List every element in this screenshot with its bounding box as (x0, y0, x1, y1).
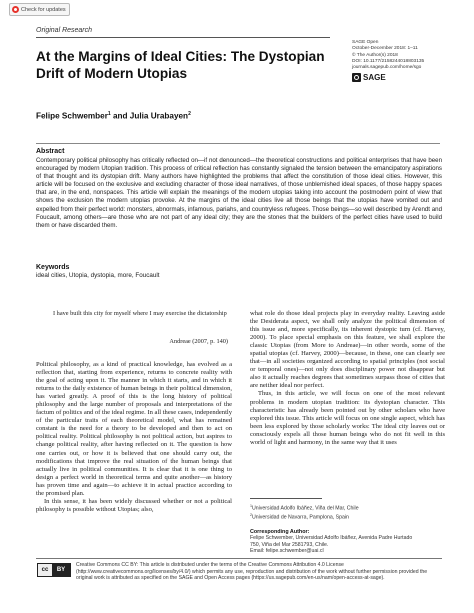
abstract-rule (36, 143, 440, 144)
body-paragraph: Political philosophy, as a kind of practical knowledge, has evolved as a reflection that, starting from experience, returns to concrete reality with the goal of acting upon it. The manner in which it starts, and in which it returns to the daily existence of human beings in their political dimension, has varied greatly. A proof of this is the long history of political philosophy and the large number of proposals and interpretations of the factum of politics and of the ideal regime. In all these cases, independently of the particular traits of each theoretical model, what has remained constant is the need for a theory to be developed and then to act on political reality. Political philosophy is not political action, but aspires to change political reality, after having reflected on it. The question is how one carries out, or how it is believed that one should carry out, the modifications that improve the real situation of the human beings that actually live in political communities. It is clear that it is one thing to design a perfect world in theoretical terms and quite another—as history has proven time and again—to achieve it in actual practice according to the promised plan. (36, 361, 232, 497)
author-affiliation-mark: 2 (188, 111, 191, 117)
author-name: Felipe Schwember (36, 111, 108, 121)
corresponding-author-email[interactable]: Email: felipe.schwember@uai.cl (250, 548, 324, 555)
doi[interactable]: DOI: 10.1177/2158244018803135 (352, 58, 425, 64)
body-right-column (250, 310, 445, 447)
author-affiliation-mark: 1 (107, 111, 111, 117)
license-rule (36, 558, 442, 559)
author-name: and Julia Urabayen (112, 111, 189, 121)
epigraph-attribution: Andreae (2007, p. 140) (169, 338, 228, 345)
sage-logo-text: SAGE (363, 72, 386, 82)
cc-by-license-badge[interactable] (37, 563, 71, 577)
article-title: At the Margins of Ideal Cities: The Dystopian Drift of Modern Utopias (36, 49, 325, 81)
footnote-rule (250, 498, 322, 499)
journal-url[interactable]: journals.sagepub.com/home/sgo (352, 65, 422, 71)
epigraph-quote: I have built this city for myself where I may exercise the dictatorship (53, 310, 227, 317)
corresponding-author-line: 750, Viña del Mar 2581793, Chile. (250, 541, 329, 548)
author-list (36, 111, 191, 121)
cc-icon: cc (38, 564, 52, 576)
abstract-body: Contemporary political philosophy has critically reflected on—if not denounced—the theoretical constructions and political enterprises that have been encouraged by modern Utopian tradition. This process of critical reflection has constantly signaled the tension between the emancipatory aspirations of that thought and its dystopian drift. Many authors have highlighted the problems that affect the constitution of those ideal cities. However, this article will be focused on the exclusive and excluding character of those ideal narratives, of those unblemished ideal spaces, of those happy spaces that are, in the end, nonspaces. This article will explain the meanings of the modern utopias taking into account the postmodern point of view that shows the exclusion the modern utopias provoke. At the margins of the ideal cities live all those beings that the utopias have vomited out and expelled from their perfect world: monsters, abnormals, infamous, pariahs, and countryless refugees. Those beings—so well described by Arendt and Foucault, among others—are those who are not part of any ideal city; they are the stones that the builders of the perfect cities have used to build them or have discarded them. (36, 157, 442, 229)
corresponding-author-line: Felipe Schwember, Universidad Adolfo Ibáñez, Avenida Padre Hurtado (250, 535, 413, 542)
abstract-heading: Abstract (36, 148, 65, 155)
issue-info: October-December 2018: 1–11 (352, 46, 418, 52)
footnotes (250, 503, 445, 555)
keywords-heading: Keywords (36, 264, 70, 271)
publication-info (352, 40, 462, 82)
article-type: Original Research (36, 27, 93, 34)
license-text: Creative Commons CC BY: This article is distributed under the terms of the Creative Commons Attribution 4.0 License (http://www.creativecommons.org/licenses/by/4.0/) which permits any use, reproduction and distribution of the work without further permission provided the original work is attributed as specified on the SAGE and Open Access pages (https://us.sagepub.com/en-us/nam/open-access-at-sage). (76, 562, 428, 582)
check-for-updates-badge[interactable] (9, 3, 70, 16)
body-paragraph: Thus, in this article, we will focus on one of the most relevant problems in modern utopian tradition: its dystopian character. This characteristic has already been pointed out by other scholars who have explored this issue. This article will focus on one single aspect, which has been less explored by those scholarly works: The ideal city leaves out or consciously expels all those human beings who do not fit well in this world of light and harmony, in the same way that it uses (250, 390, 445, 446)
corresponding-author-heading: Corresponding Author: (250, 528, 310, 535)
check-for-updates-label: Check for updates (21, 6, 66, 13)
body-left-column (36, 361, 232, 514)
journal-name: SAGE Open (352, 40, 379, 45)
sage-logo (352, 73, 462, 82)
crossmark-icon (12, 6, 19, 13)
copyright: © The Author(s) 2018 (352, 52, 398, 58)
sage-logo-icon (352, 73, 361, 82)
keywords-list: ideal cities, Utopia, dystopia, more, Foucault (36, 272, 160, 279)
header-rule (36, 37, 330, 38)
body-paragraph: what role do those ideal projects play in everyday reality. Leaving aside the Desiderata aspect, we shall only analyze the political dimension of this issue and, more specifically, its inherent dystopic turn (cf. Harvey, 2000). To place special emphasis on this feature, we shall explore the classic Utopias (from More to Andreae)—in other words, some of the spatial utopias (cf. Harvey, 2000)—because, in these, one can clearly see that—in all societies organized according to spatial principles (not social or temporal ones)—not only does disciplinary power not disappear but also it actually reaches degrees that sometimes surpass those of cities that are neither ideal nor perfect. (250, 310, 445, 390)
body-paragraph: In this sense, it has been widely discussed whether or not a political philosophy is possible without Utopias; also, (36, 497, 232, 513)
by-icon: BY (52, 564, 70, 576)
affiliation: $^2$Universidad de Navarra, Pamplona, Spain (250, 513, 349, 522)
affiliation: $^1$Universidad Adolfo Ibáñez, Viña del Mar, Chile (250, 504, 359, 512)
